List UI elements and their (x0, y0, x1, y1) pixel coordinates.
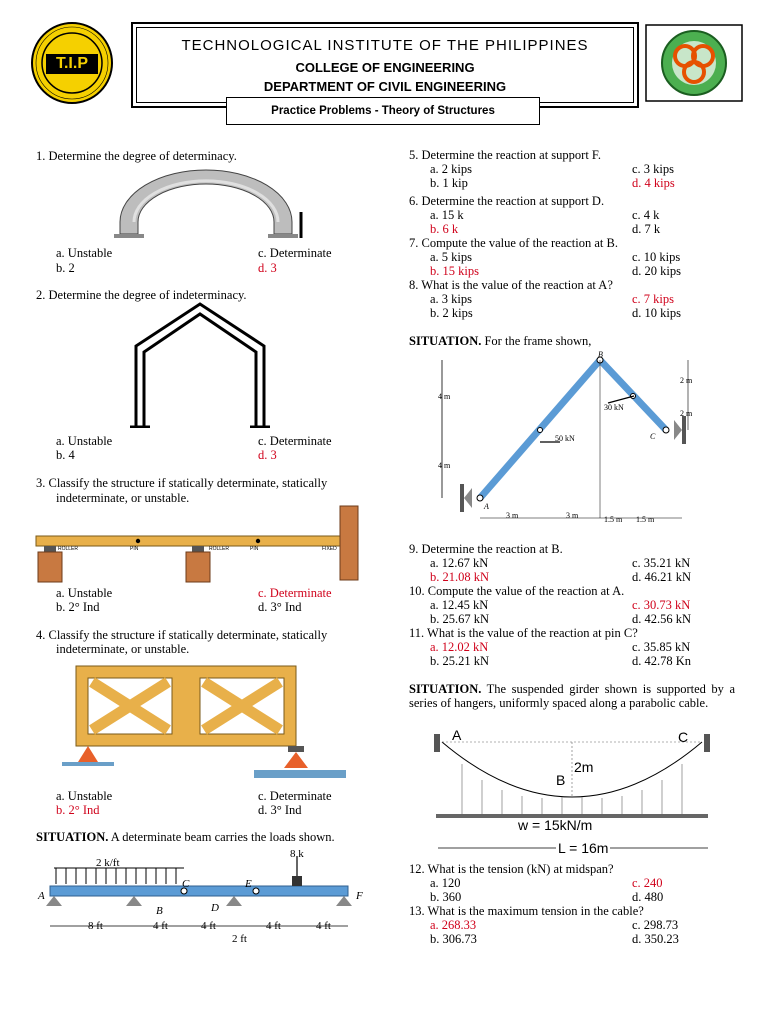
q1-text: 1. Determine the degree of determinacy. (36, 149, 237, 163)
tip-logo (22, 22, 122, 104)
suspended-girder-figure (432, 728, 714, 856)
q10-text: 10. Compute the value of the reaction at A. (409, 584, 625, 598)
q11-option-a: a. 12.02 kN (430, 640, 489, 654)
q3-text-line1: 3. Classify the structure if statically determinate, statically (36, 476, 328, 490)
q4-text-line2: indeterminate, or unstable. (56, 642, 190, 656)
q6-text: 6. Determine the reaction at support D. (409, 194, 605, 208)
gable-frame-figure (128, 300, 278, 428)
q2-text: 2. Determine the degree of indeterminacy. (36, 288, 247, 302)
logo-text: T.I.P (55, 55, 88, 72)
q7-option-c: c. 10 kips (632, 250, 681, 264)
q4-option-a: a. Unstable (56, 789, 113, 803)
q8-text: 8. What is the value of the reaction at A? (409, 278, 613, 292)
q13-text: 13. What is the maximum tension in the cable? (409, 904, 644, 918)
q12-option-a: a. 120 (430, 876, 461, 890)
beam-label-e: E (245, 878, 252, 890)
q8-option-b: b. 2 kips (430, 306, 473, 320)
q6-option-a: a. 15 k (430, 208, 464, 222)
q12-option-d: d. 480 (632, 890, 664, 904)
q7-option-d: d. 20 kips (632, 264, 681, 278)
frame-dim-1-5m-1: 1.5 m (604, 515, 623, 524)
q2-option-a: a. Unstable (56, 434, 113, 448)
q4-option-d: d. 3° Ind (258, 803, 302, 817)
q11-text: 11. What is the value of the reaction at pin C? (409, 626, 638, 640)
q5-option-b: b. 1 kip (430, 176, 468, 190)
frame-dim-4m-top: 4 m (438, 392, 451, 401)
girder-load-label: w = 15kN/m (518, 817, 593, 833)
arch-figure (108, 164, 308, 242)
pin-label-2: PIN (250, 546, 259, 552)
frame-dim-1-5m-2: 1.5 m (636, 515, 655, 524)
frame-label-a: A (484, 502, 489, 511)
q3-text-line2: indeterminate, or unstable. (56, 491, 190, 505)
q11-option-d: d. 42.78 Kn (632, 654, 692, 668)
q3-option-c: c. Determinate (258, 586, 332, 600)
situation-3: SITUATION. The suspended girder shown is supported by a series of hangers, uniformly spaced along a parabolic cable. (409, 682, 735, 710)
q13-option-c: c. 298.73 (632, 918, 679, 932)
q9-text: 9. Determine the reaction at B. (409, 542, 563, 556)
frame-label-b: B (598, 350, 603, 359)
q10-option-a: a. 12.45 kN (430, 598, 489, 612)
beam-label-f: F (356, 890, 363, 902)
department-name: DEPARTMENT OF CIVIL ENGINEERING (263, 79, 507, 94)
q6-option-d: d. 7 k (632, 222, 661, 236)
q3-option-d: d. 3° Ind (258, 600, 302, 614)
q8-option-a: a. 3 kips (430, 292, 473, 306)
q1-option-d: d. 3 (258, 261, 277, 275)
q6-option-b: b. 6 k (430, 222, 459, 236)
frame-dim-3m-2: 3 m (566, 511, 579, 520)
q7-option-a: a. 5 kips (430, 250, 473, 264)
q8-option-d: d. 10 kips (632, 306, 681, 320)
frame-load-30kn: 30 kN (604, 403, 624, 412)
situation-1: SITUATION. A determinate beam carries the loads shown. (36, 830, 335, 844)
q5-option-c: c. 3 kips (632, 162, 675, 176)
q4-option-b: b. 2° Ind (56, 803, 100, 817)
q8-option-c: c. 7 kips (632, 292, 675, 306)
frame-dim-3m-1: 3 m (506, 511, 519, 520)
beam-figure (34, 504, 364, 584)
dim-8ft: 8 ft (88, 920, 103, 932)
q1-option-a: a. Unstable (56, 246, 113, 260)
dim-4ft-2: 4 ft (201, 920, 216, 932)
q10-option-c: c. 30.73 kN (632, 598, 691, 612)
q13-option-a: a. 268.33 (430, 918, 477, 932)
pin-label-1: PIN (130, 546, 139, 552)
q12-text: 12. What is the tension (kN) at midspan? (409, 862, 614, 876)
q4-option-c: c. Determinate (258, 789, 332, 803)
cable-label-a: A (452, 727, 462, 743)
q10-option-d: d. 42.56 kN (632, 612, 692, 626)
q1-option-c: c. Determinate (258, 246, 332, 260)
q9-option-d: d. 46.21 kN (632, 570, 692, 584)
q12-option-b: b. 360 (430, 890, 462, 904)
q1-option-b: b. 2 (56, 261, 75, 275)
q5-text: 5. Determine the reaction at support F. (409, 148, 601, 162)
frame-dim-2m-bottom: 2 m (680, 409, 693, 418)
q11-option-c: c. 35.85 kN (632, 640, 691, 654)
q10-option-b: b. 25.67 kN (430, 612, 490, 626)
q12-option-c: c. 240 (632, 876, 663, 890)
q5-option-a: a. 2 kips (430, 162, 473, 176)
institute-name: TECHNOLOGICAL INSTITUTE OF THE PHILIPPINES (181, 37, 589, 54)
q11-option-b: b. 25.21 kN (430, 654, 490, 668)
frame-load-50kn: 50 kN (555, 434, 575, 443)
college-name: COLLEGE OF ENGINEERING (295, 60, 475, 75)
dim-2ft: 2 ft (232, 933, 247, 945)
roller-label-1: ROLLER (58, 546, 79, 552)
situation-2: SITUATION. For the frame shown, (409, 334, 592, 348)
dim-4ft-4: 4 ft (316, 920, 331, 932)
q6-option-c: c. 4 k (632, 208, 660, 222)
point-load-label: 8 k (290, 848, 304, 860)
dim-4ft-3: 4 ft (266, 920, 281, 932)
cable-label-b: B (556, 772, 566, 788)
q9-option-b: b. 21.08 kN (430, 570, 490, 584)
q7-option-b: b. 15 kips (430, 264, 479, 278)
q13-option-b: b. 306.73 (430, 932, 477, 946)
cable-label-c: C (678, 729, 689, 745)
beam-label-b: B (156, 905, 163, 917)
beam-label-c: C (182, 878, 190, 890)
document-subtitle: Practice Problems - Theory of Structures (226, 97, 540, 125)
frame-dim-2m-top: 2 m (680, 376, 693, 385)
truss-figure (58, 662, 348, 780)
q9-option-a: a. 12.67 kN (430, 556, 489, 570)
q4-text-line1: 4. Classify the structure if statically determinate, statically (36, 628, 328, 642)
q3-option-b: b. 2° Ind (56, 600, 100, 614)
distributed-load-label: 2 k/ft (96, 857, 120, 869)
q2-option-d: d. 3 (258, 448, 277, 462)
fixed-label: FIXED (322, 546, 337, 552)
cable-sag-label: 2m (574, 759, 594, 775)
frame-dim-4m-bottom: 4 m (438, 461, 451, 470)
q7-text: 7. Compute the value of the reaction at B. (409, 236, 618, 250)
q2-option-c: c. Determinate (258, 434, 332, 448)
dim-4ft-1: 4 ft (153, 920, 168, 932)
frame-label-c: C (650, 432, 656, 441)
department-logo (645, 24, 743, 102)
q3-option-a: a. Unstable (56, 586, 113, 600)
q5-option-d: d. 4 kips (632, 176, 675, 190)
q9-option-c: c. 35.21 kN (632, 556, 691, 570)
beam-label-a: A (38, 890, 45, 902)
span-length-label: L = 16m (558, 840, 609, 856)
beam-label-d: D (211, 902, 219, 914)
roller-label-2: ROLLER (209, 546, 230, 552)
q2-option-b: b. 4 (56, 448, 75, 462)
q13-option-d: d. 350.23 (632, 932, 679, 946)
